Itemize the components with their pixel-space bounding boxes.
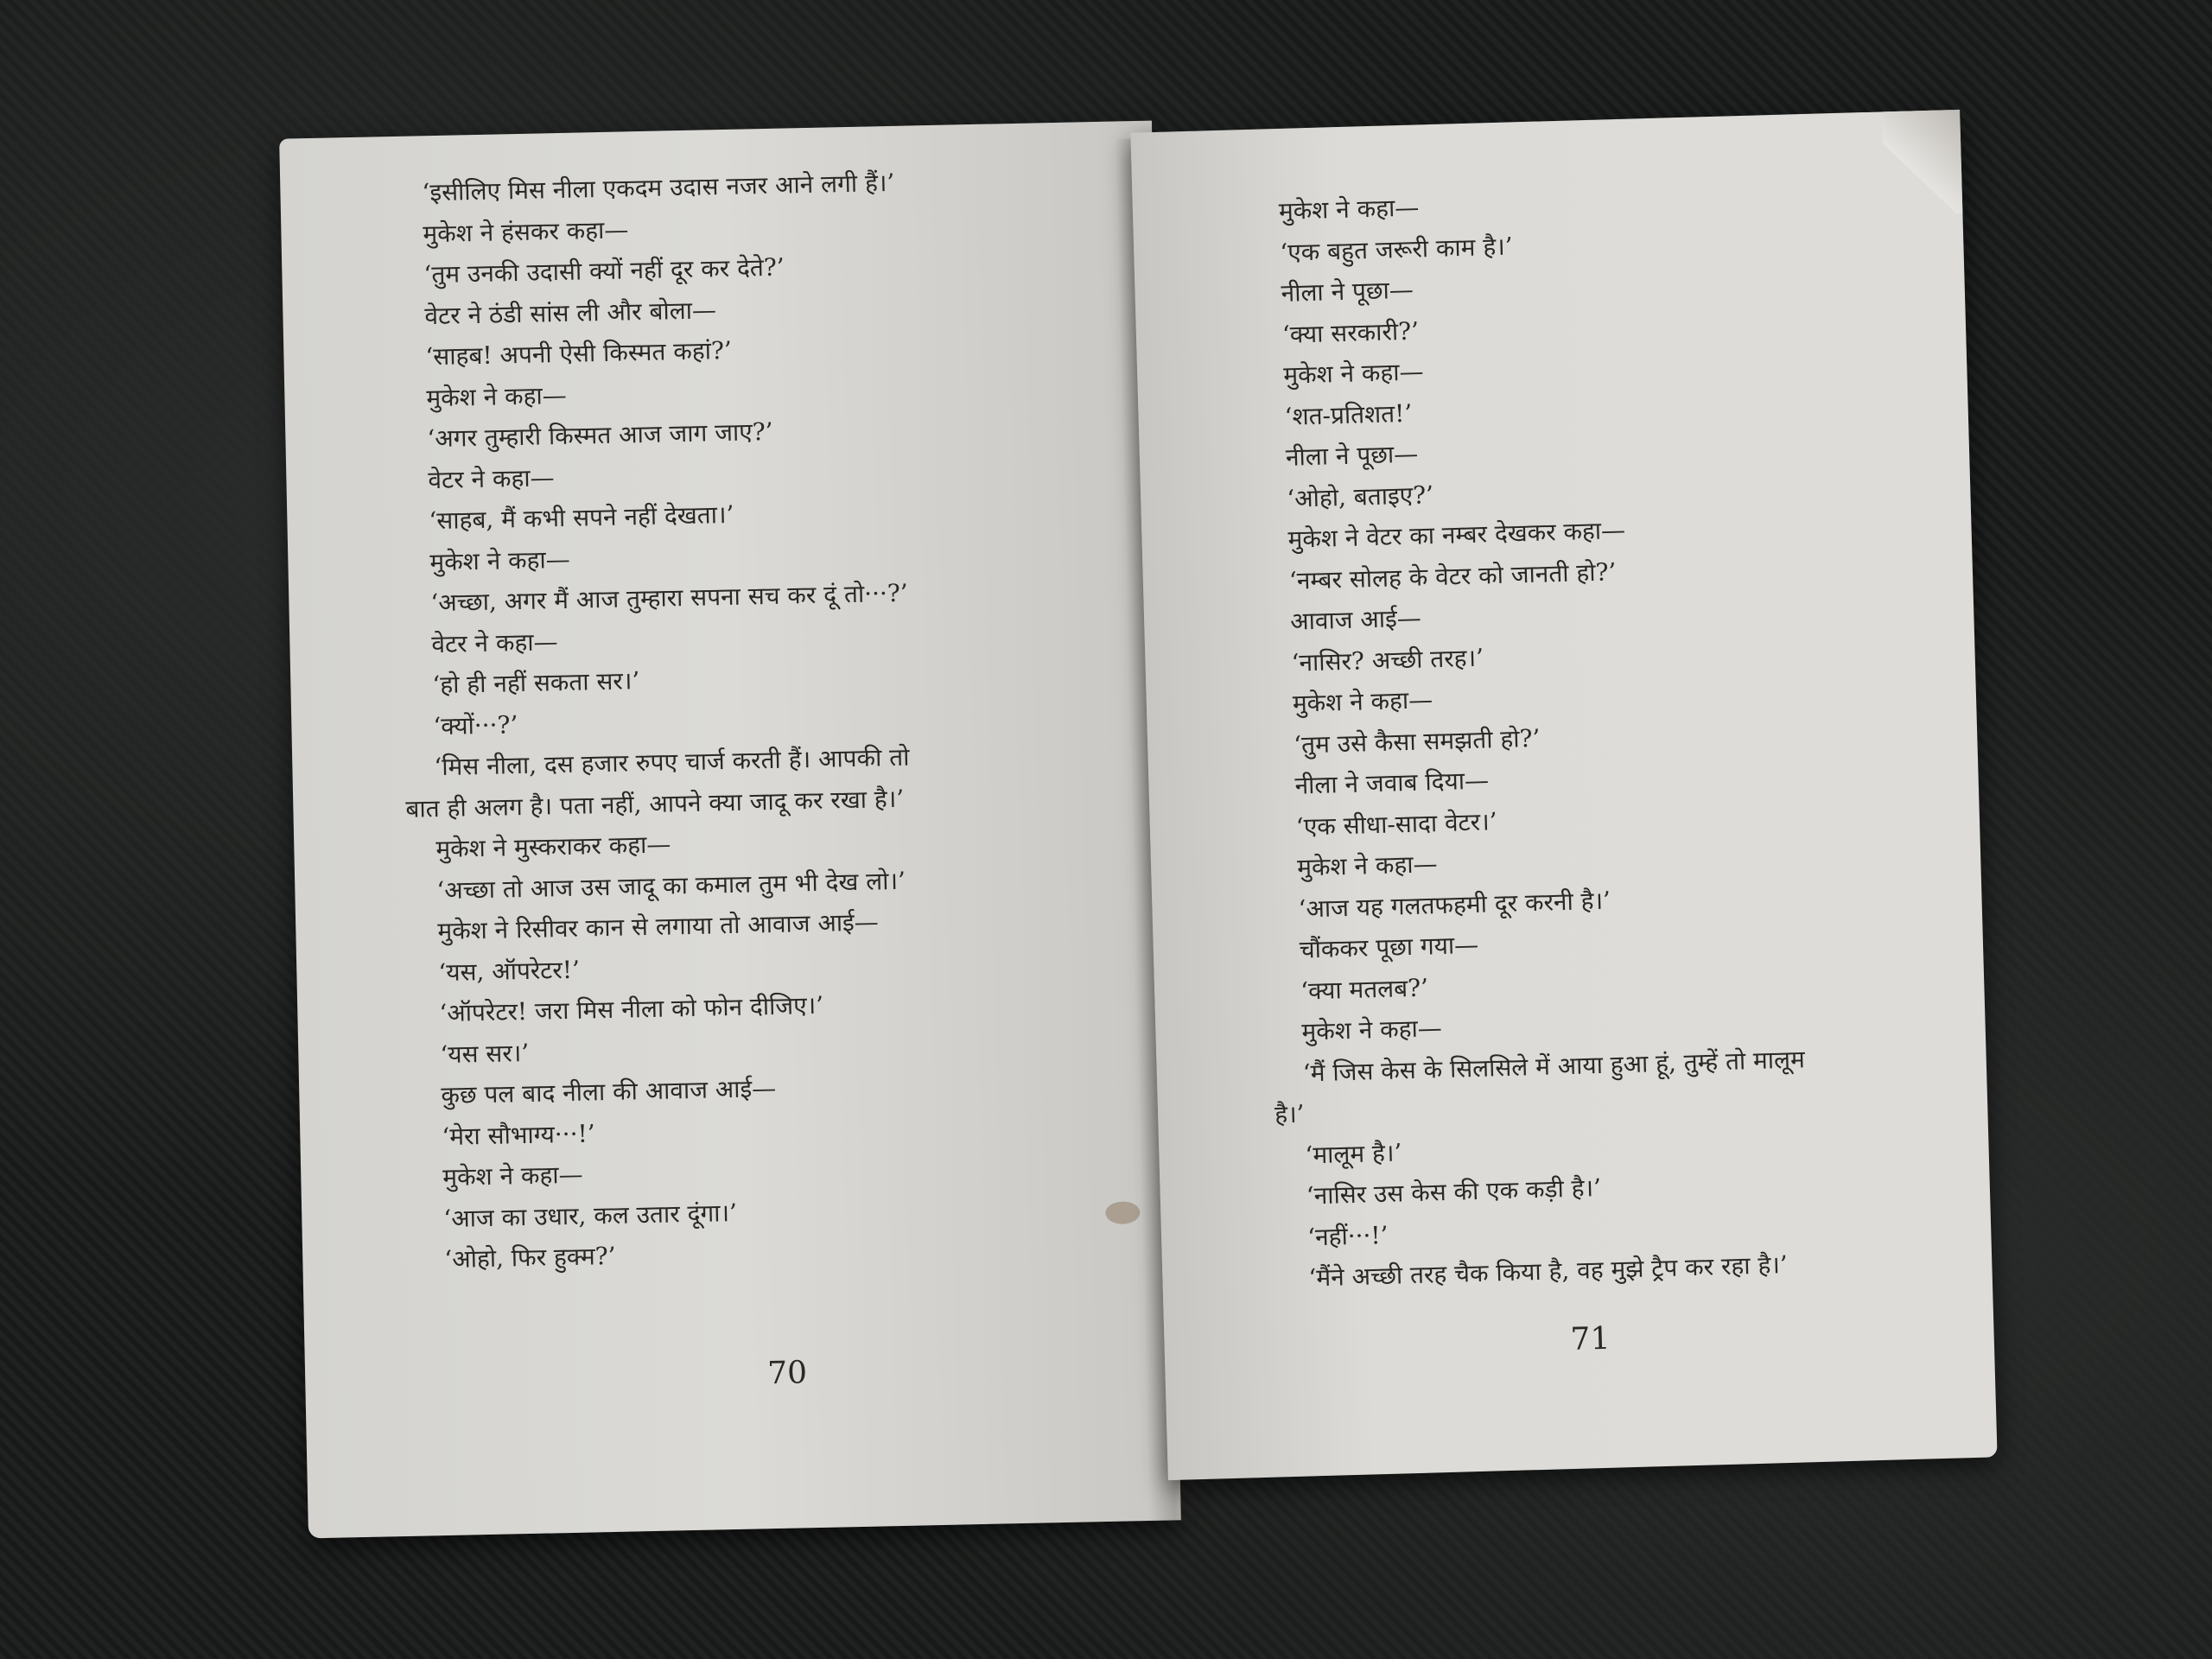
text-line: ‘अच्छा, अगर मैं आज तुम्हारा सपना सच कर दूं तो···?’ [430, 578, 909, 618]
text-line: नीला ने पूछा— [1285, 439, 1419, 472]
text-line: ‘ओहो, फिर हुक्म?’ [444, 1241, 616, 1274]
text-line: ‘यस सर।’ [440, 1038, 530, 1069]
text-line: ‘अच्छा तो आज उस जादू का कमाल तुम भी देख लो।’ [436, 866, 906, 905]
text-line: ‘क्या सरकारी?’ [1281, 315, 1420, 349]
text-line: मुकेश ने कहा— [1278, 193, 1420, 226]
text-line: ‘तुम उनकी उदासी क्यों नहीं दूर कर देते?’ [423, 252, 785, 289]
text-line: मुकेश ने कहा— [1282, 357, 1424, 390]
text-line: बात ही अलग है। पता नहीं, आपने क्या जादू कर रखा है।’ [405, 784, 905, 823]
text-line: ‘एक सीधा-सादा वेटर।’ [1295, 806, 1498, 842]
text-line: ‘आज यह गलतफहमी दूर करनी है।’ [1298, 886, 1611, 924]
text-line: मुकेश ने कहा— [429, 544, 571, 576]
text-line: ‘आज का उधार, कल उतार दूंगा।’ [443, 1198, 738, 1233]
text-line: मुकेश ने कहा— [1292, 685, 1433, 718]
text-line: है।’ [1274, 1099, 1306, 1129]
text-line: ‘यस, ऑपरेटर!’ [438, 955, 581, 987]
text-line: ‘इसीलिए मिस नीला एकदम उदास नजर आने लगी हैं।’ [422, 168, 895, 207]
right-page [1130, 110, 1997, 1480]
text-line: ‘नहीं···!’ [1306, 1220, 1389, 1251]
text-line: मुकेश ने कहा— [442, 1160, 583, 1192]
text-line: वेटर ने कहा— [428, 462, 555, 494]
text-line: ‘साहब, मैं कभी सपने नहीं देखता।’ [429, 499, 734, 536]
text-line: नीला ने जवाब दिया— [1294, 766, 1490, 800]
right-page-text [1249, 174, 1936, 1300]
text-line: ‘मैंने अच्छी तरह चैक किया है, वह मुझे ट्रैप कर रहा है।’ [1308, 1249, 1789, 1293]
open-book [285, 121, 1996, 1538]
text-line: ‘अगर तुम्हारी किस्मत आज जाग जाए?’ [427, 416, 773, 454]
left-page-text [392, 159, 1090, 1281]
text-line: मुकेश ने कहा— [1296, 849, 1438, 882]
text-line: ‘एक बहुत जरूरी काम है।’ [1279, 231, 1514, 267]
text-line: ‘हो ही नहीं सकता सर।’ [432, 666, 640, 700]
text-line: ‘मिस नीला, दस हजार रुपए चार्ज करती हैं। आपकी तो [434, 742, 910, 782]
text-line: ‘तुम उसे कैसा समझती हो?’ [1293, 723, 1541, 760]
text-line: चौंककर पूछा गया— [1299, 930, 1479, 964]
text-line: ‘क्या मतलब?’ [1300, 972, 1429, 1006]
text-line: ‘ओहो, बताइए?’ [1286, 480, 1434, 513]
text-line: ‘क्यों···?’ [433, 709, 518, 741]
left-page [279, 121, 1181, 1539]
text-line: मुकेश ने हंसकर कहा— [423, 214, 629, 248]
text-line: कुछ पल बाद नीला की आवाज आई— [441, 1073, 777, 1110]
text-line: नीला ने पूछा— [1281, 275, 1414, 308]
text-line: ‘मालूम है।’ [1305, 1137, 1402, 1170]
text-line: मुकेश ने कहा— [1301, 1014, 1443, 1046]
left-page-number: 70 [766, 1355, 808, 1392]
text-line: ‘ऑपरेटर! जरा मिस नीला को फोन दीजिए।’ [439, 990, 824, 1028]
text-line: मुकेश ने मुस्कराकर कहा— [435, 830, 671, 864]
text-line: वेटर ने कहा— [431, 626, 558, 658]
paper-stain [1105, 1201, 1141, 1224]
text-line: ‘साहब! अपनी ऐसी किस्मत कहां?’ [425, 335, 733, 372]
text-line: मुकेश ने रिसीवर कान से लगाया तो आवाज आई— [437, 907, 880, 946]
text-line: आवाज आई— [1289, 603, 1422, 636]
right-page-number: 71 [1570, 1320, 1611, 1358]
text-line: ‘नासिर उस केस की एक कड़ी है।’ [1306, 1173, 1602, 1211]
text-line: मुकेश ने वेटर का नम्बर देखकर कहा— [1287, 515, 1626, 554]
text-line: मुकेश ने कहा— [426, 380, 568, 412]
text-line: ‘नम्बर सोलह के वेटर को जानती हो?’ [1288, 556, 1617, 595]
text-line: वेटर ने ठंडी सांस ली और बोला— [424, 295, 717, 330]
text-line: ‘मैं जिस केस के सिलसिले में आया हुआ हूं, तुम्हें तो मालूम [1302, 1044, 1806, 1088]
text-line: ‘नासिर? अच्छी तरह।’ [1291, 643, 1484, 677]
text-line: ‘शत-प्रतिशत!’ [1284, 398, 1413, 431]
text-line: ‘मेरा सौभाग्य···!’ [442, 1118, 595, 1151]
